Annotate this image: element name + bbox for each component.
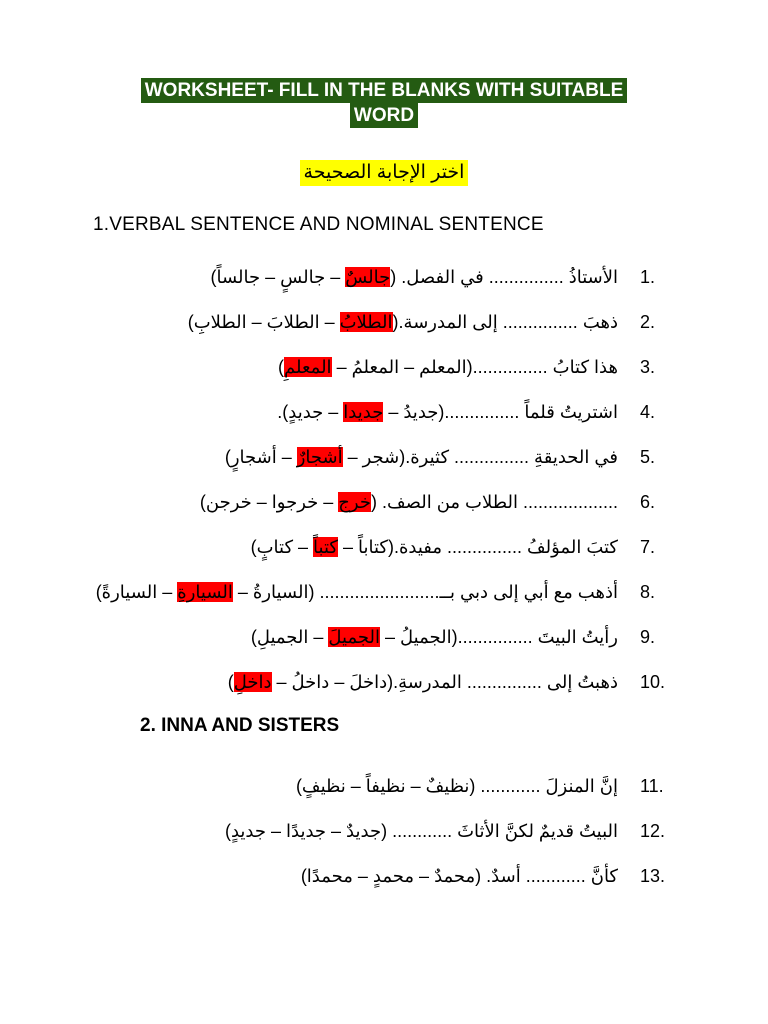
highlighted-answer: داخلِ xyxy=(233,671,272,692)
question-options-tail: – جالسٍ – جالساً) xyxy=(210,266,346,287)
question-prompt: كأنَّ ............ أسدٌ. (محمدٌ – محمدٍ – محمدًا) xyxy=(300,865,618,886)
question-prompt: كتبَ المؤلفُ ............... مفيدة.(كتاباً – xyxy=(337,536,618,557)
question-text xyxy=(228,672,618,693)
question-options-tail: – كتابٍ) xyxy=(250,536,314,557)
question-prompt: هذا كتابُ ...............(المعلم – المعلمُ – xyxy=(331,356,618,377)
arabic-instruction: اختر الإجابة الصحيحة xyxy=(300,160,469,186)
highlighted-answer: كتباً xyxy=(313,536,338,557)
question-number: 2. xyxy=(640,311,656,332)
section-heading-inna-sisters: 2. INNA AND SISTERS xyxy=(140,715,340,736)
question-options-tail: – السيارةً) xyxy=(95,581,178,602)
question-item xyxy=(211,262,680,292)
question-prompt: ................... الطلاب من الصف. ( xyxy=(370,491,618,512)
question-number: 1. xyxy=(640,266,656,287)
question-item xyxy=(296,771,680,801)
question-item xyxy=(278,352,680,382)
question-item xyxy=(228,667,680,697)
question-prompt: ذهبتُ إلى ............... المدرسةِ.(داخلَ – داخلُ – xyxy=(271,671,618,692)
highlighted-answer: السيارةِ xyxy=(177,581,233,602)
highlighted-answer: خرج xyxy=(338,491,371,512)
highlighted-answer: الجميلَ xyxy=(328,626,380,647)
question-number: 4. xyxy=(640,401,656,422)
title-line-2: WORD xyxy=(350,103,418,128)
question-options-tail: – جديدٍ). xyxy=(277,401,344,422)
question-number: 5. xyxy=(640,446,656,467)
question-options-tail: – الجميلِ) xyxy=(250,626,329,647)
question-number: 8. xyxy=(640,581,656,602)
question-text xyxy=(301,866,618,887)
question-text xyxy=(225,821,618,842)
question-text xyxy=(251,537,618,558)
question-prompt: الأستاذُ ............... في الفصل. ( xyxy=(390,266,618,287)
question-number: 12. xyxy=(640,820,666,841)
question-item xyxy=(200,487,680,517)
question-prompt: رأيتُ البيتَ ...............(الجميلُ – xyxy=(380,626,618,647)
highlighted-answer: جالسٌ xyxy=(345,266,391,287)
question-text xyxy=(296,776,618,797)
question-item xyxy=(96,577,680,607)
question-item xyxy=(225,816,680,846)
highlighted-answer: أشجارٌ xyxy=(296,446,343,467)
question-prompt: البيتُ قديمٌ لكنَّ الأثاثَ ............ (جديدٌ – جديدًا – جديدٍ) xyxy=(224,820,618,841)
question-prompt: إنَّ المنزلَ ............ (نظيفٌ – نظيفاً – نظيفٍ) xyxy=(295,775,618,796)
question-item xyxy=(251,622,680,652)
question-prompt: اشتريتُ قلماً ...............(جديدُ – xyxy=(383,401,618,422)
question-text xyxy=(200,492,618,513)
question-number: 13. xyxy=(640,865,666,886)
section-heading-verbal-nominal: 1.VERBAL SENTENCE AND NOMINAL SENTENCE xyxy=(93,214,544,235)
question-number: 3. xyxy=(640,356,656,377)
question-prompt: في الحديقةِ ............... كثيرة.(شجر – xyxy=(342,446,618,467)
question-number: 10. xyxy=(640,671,666,692)
question-number: 6. xyxy=(640,491,656,512)
question-item xyxy=(251,532,680,562)
question-item xyxy=(225,442,680,472)
highlighted-answer: المعلمِ xyxy=(284,356,332,377)
question-text xyxy=(225,447,618,468)
question-options-tail: – أشجارٍ) xyxy=(224,446,297,467)
question-item xyxy=(188,307,680,337)
question-text xyxy=(277,402,618,423)
question-text xyxy=(96,582,618,603)
title-line-1: WORKSHEET- FILL IN THE BLANKS WITH SUITABLE xyxy=(141,78,628,103)
question-options-tail: ) xyxy=(278,356,285,377)
question-item xyxy=(301,861,680,891)
question-item xyxy=(277,397,680,427)
question-number: 7. xyxy=(640,536,656,557)
highlighted-answer: جديدا xyxy=(343,401,384,422)
question-options-tail: – خرجوا – خرجن) xyxy=(199,491,339,512)
question-text xyxy=(251,627,618,648)
question-text xyxy=(188,312,618,333)
question-prompt: أذهب مع أبي إلى دبي بــ........................ (السيارةُ – xyxy=(232,581,618,602)
subtitle-container xyxy=(0,160,768,186)
question-number: 11. xyxy=(640,775,664,796)
question-prompt: ذهبَ ............... إلى المدرسة.( xyxy=(392,311,618,332)
question-text xyxy=(211,267,618,288)
question-text xyxy=(278,357,618,378)
worksheet-title xyxy=(0,78,768,128)
highlighted-answer: الطلابُ xyxy=(339,311,393,332)
question-options-tail: – الطلابَ – الطلابِ) xyxy=(187,311,340,332)
question-options-tail: ) xyxy=(227,671,234,692)
question-number: 9. xyxy=(640,626,656,647)
